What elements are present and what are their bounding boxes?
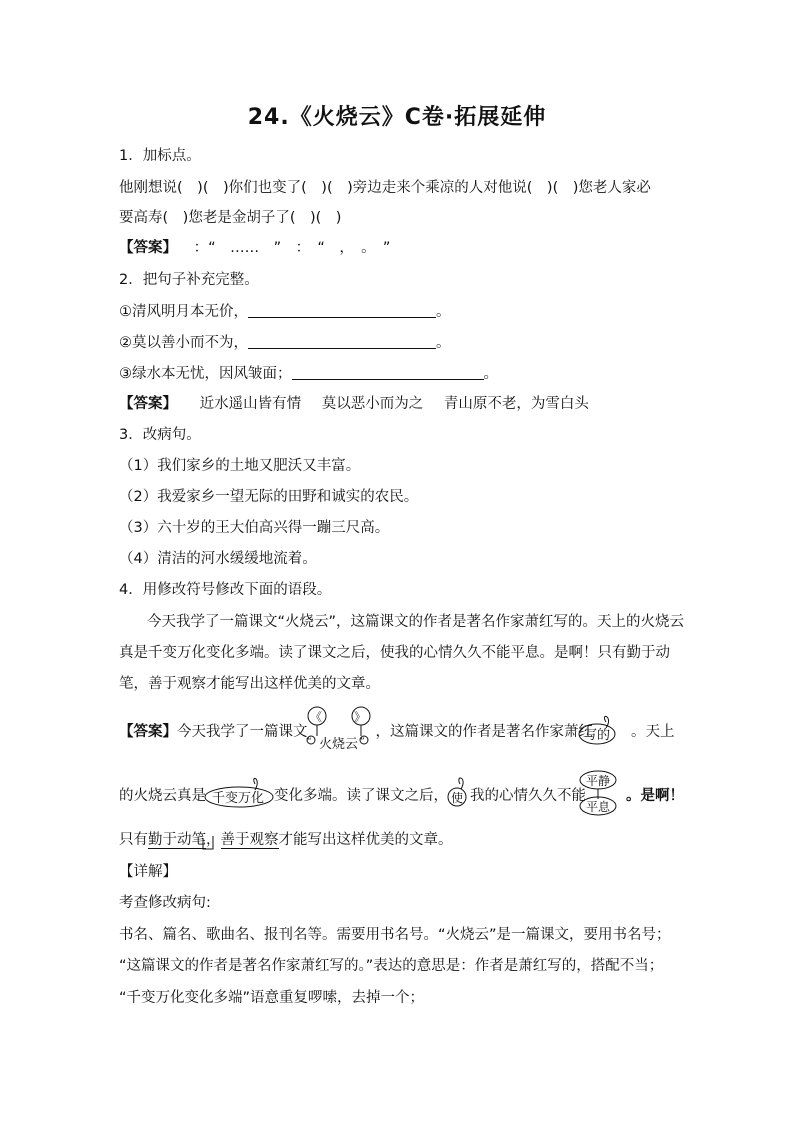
- q1-line2: 要高寿( )您老是金胡子了( )( ): [119, 210, 342, 226]
- q1-answer-text: ：“ …… ” ： “ ， 。 ”: [193, 240, 391, 256]
- q4-heading: 4．用修改符号修改下面的语段。: [119, 582, 332, 598]
- q2-item-prefix: ②莫以善小而不为，: [119, 335, 248, 351]
- answer-text: 。天上: [631, 724, 675, 740]
- answer-label: 【答案】: [119, 240, 177, 256]
- answer-text: ，这篇课文的作者是著名作家萧红: [375, 724, 593, 740]
- q3-item-2: （2）我爱家乡一望无际的田野和诚实的农民。: [119, 489, 419, 505]
- q2-answer-2: 莫以恶小而为之: [321, 396, 424, 412]
- q3-heading: 3．改病句。: [119, 427, 201, 443]
- q4-detail-label: 【详解】: [119, 864, 177, 880]
- q2-answer-3: 青山原不老，为雪白头: [443, 396, 589, 412]
- q2-answer-1: 近水遥山皆有情: [199, 396, 302, 412]
- q3-item-1: （1）我们家乡的土地又肥沃又丰富。: [119, 458, 361, 474]
- answer-text: 善于观察: [220, 832, 279, 848]
- answer-text: 变化多端。读了课文之后，: [274, 788, 448, 804]
- answer-label: 【答案】: [119, 396, 177, 412]
- q2-item-prefix: ③绿水本无忧，因风皱面；: [119, 366, 292, 382]
- q4-para-line-2: 真是千变万化变化多端。读了课文之后，使我的心情久久不能平息。是啊！只有勤于动: [119, 645, 670, 661]
- q4-para-line-3: 笔，善于观察才能写出这样优美的文章。: [119, 676, 380, 692]
- q2-heading: 2．把句子补充完整。: [119, 272, 259, 288]
- q1-heading: 1．加标点。: [119, 148, 201, 164]
- xiede-text: 写的: [584, 728, 611, 743]
- answer-label: 【答案】: [119, 724, 177, 740]
- shi-text: 使: [451, 791, 464, 805]
- book-open-mark: 《: [310, 710, 323, 724]
- pingxi-text: 平息: [586, 800, 611, 814]
- pingjing-text: 平静: [586, 774, 611, 788]
- book-close-mark: 》: [354, 710, 367, 724]
- q4-detail-line-3: “这篇课文的作者是著名作家萧红写的。”表达的意思是：作者是萧红写的，搭配不当；: [119, 958, 664, 974]
- q4-detail-line-4: “千变万化变化多端”语意重复啰嗦，去掉一个；: [119, 990, 425, 1006]
- answer-text: 只有: [119, 832, 148, 848]
- answer-text: 的火烧云真是: [119, 788, 206, 804]
- quote-open-mark: “: [307, 737, 312, 747]
- answer-text: 今天我学了一篇课文: [177, 724, 308, 740]
- q4-detail-line-1: 考查修改病句:: [119, 895, 211, 911]
- answer-text: 我的心情久久不能: [470, 788, 586, 804]
- caret-mark: [203, 836, 213, 849]
- answer-text: 才能写出这样优美的文章。: [278, 832, 453, 848]
- quote-close-mark: ”: [360, 737, 365, 747]
- q2-item-suffix: 。: [436, 335, 451, 351]
- qianbian-text: 千变万化: [212, 791, 265, 806]
- page-title: 24.《火烧云》C卷·拓展延伸: [247, 105, 547, 130]
- q1-line1: 他刚想说( )( )你们也变了( )( )旁边走来个乘凉的人对他说( )( )您老人家必: [119, 180, 651, 196]
- q2-item-suffix: 。: [436, 304, 451, 320]
- answer-text: 。是啊！: [626, 788, 684, 804]
- answer-text: ，: [206, 832, 221, 848]
- q2-item-suffix: 。: [483, 366, 498, 382]
- q4-detail-line-2: 书名、篇名、歌曲名、报刊名等。需要用书名号。“火烧云”是一篇课文，要用书名号；: [119, 927, 671, 943]
- q3-item-3: （3）六十岁的王大伯高兴得一蹦三尺高。: [119, 520, 390, 536]
- q2-item-prefix: ①清风明月本无价，: [119, 304, 248, 320]
- q3-item-4: （4）清洁的河水缓缓地流着。: [119, 551, 317, 567]
- q4-para-line-1: 今天我学了一篇课文“火烧云”，这篇课文的作者是著名作家萧红写的。天上的火烧云: [147, 614, 685, 630]
- answer-text: 勤于动笔: [148, 832, 206, 848]
- delete-mark-tail: [459, 778, 463, 789]
- huoshaoyun-text: 火烧云: [319, 737, 359, 752]
